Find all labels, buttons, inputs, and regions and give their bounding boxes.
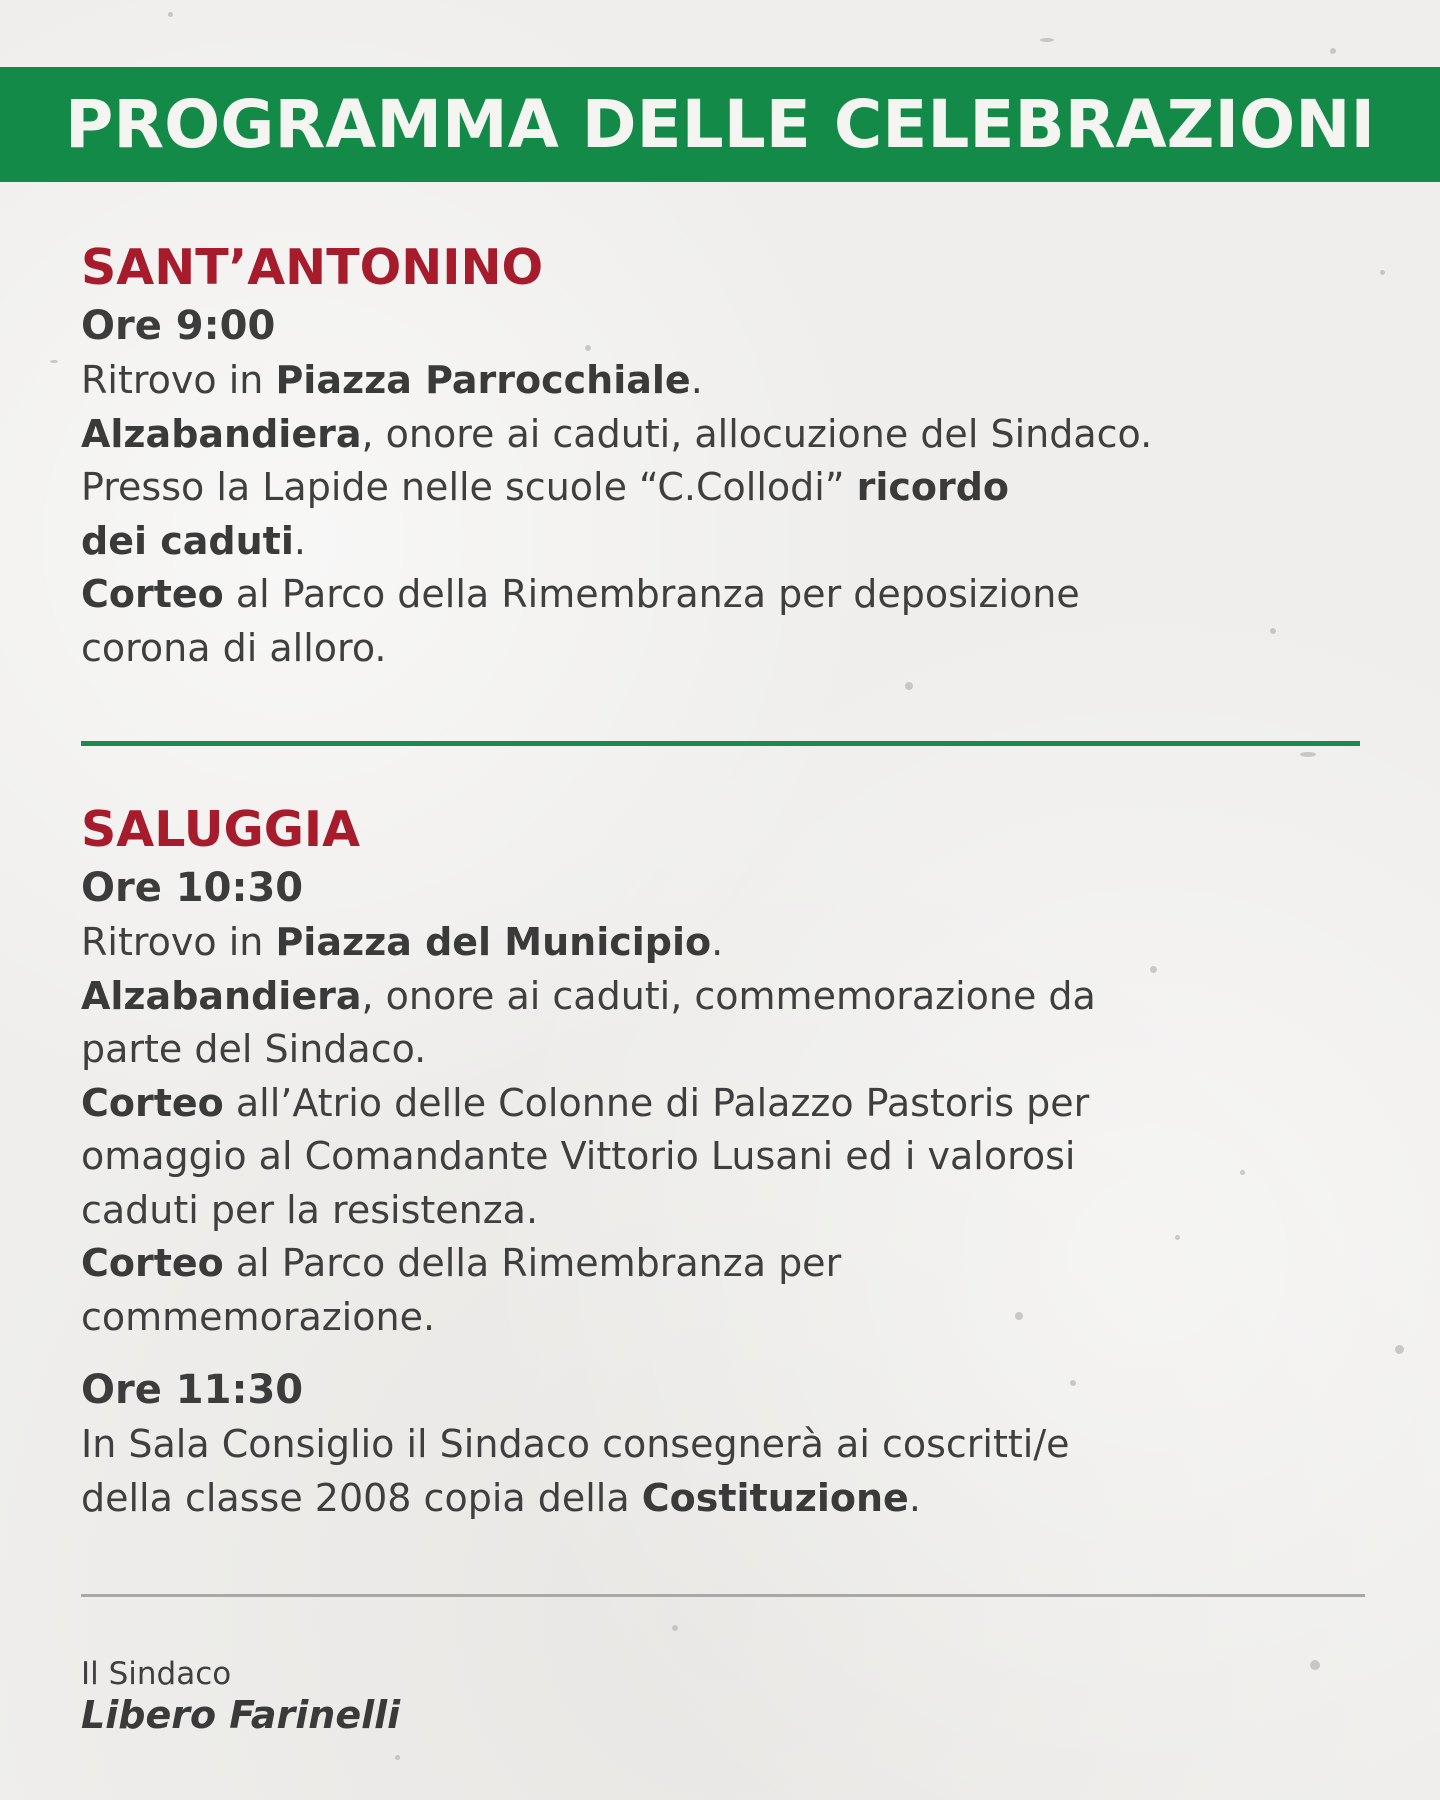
body-text: all’Atrio delle Colonne di Palazzo Pastoris per (223, 1080, 1090, 1125)
body-text: In Sala Consiglio il Sindaco consegnerà ai coscritti/e (81, 1422, 1070, 1466)
body-text: commemorazione. (81, 1294, 436, 1339)
emphasis-text: Piazza del Municipio (275, 920, 712, 964)
body-text: , onore ai caduti, commemorazione da (361, 973, 1096, 1018)
page-title: PROGRAMMA DELLE CELEBRAZIONI (64, 86, 1375, 163)
event-time: Ore 10:30 (81, 865, 304, 911)
body-text: . (908, 1475, 921, 1520)
body-text: Presso la Lapide nelle scuole “C.Collodi” (81, 465, 857, 509)
body-text: . (690, 358, 703, 402)
emphasis-text: Piazza Parrocchiale (275, 358, 691, 402)
event-text-line (81, 515, 1381, 569)
event-text-line (81, 916, 1381, 970)
emphasis-text: Corteo (81, 1241, 224, 1285)
emphasis-text: Corteo (81, 572, 224, 616)
footer-divider (81, 1594, 1365, 1597)
event-text-line (81, 622, 1381, 676)
event-time: Ore 9:00 (81, 303, 276, 349)
event-text-line (81, 354, 1381, 408)
event-text-line (81, 1184, 1381, 1238)
emphasis-text: ricordo (856, 465, 1010, 509)
title-banner (0, 67, 1440, 182)
body-text: corona di alloro. (81, 625, 387, 670)
body-text: Ritrovo in (81, 358, 276, 402)
event-text-line (81, 970, 1381, 1024)
event-text-line (81, 1023, 1381, 1077)
emphasis-text: Costituzione (641, 1475, 909, 1520)
event-text-line (81, 1130, 1381, 1184)
event-text-line (81, 1472, 1381, 1526)
event-text-line (81, 408, 1381, 462)
event-time: Ore 11:30 (81, 1367, 304, 1413)
body-text: . (293, 518, 306, 563)
emphasis-text: Alzabandiera (81, 411, 362, 456)
body-text: , onore ai caduti, allocuzione del Sindaco. (361, 411, 1153, 456)
signature-name: Libero Farinelli (81, 1693, 401, 1737)
event-text-line (81, 1237, 1381, 1291)
section-title: SALUGGIA (81, 801, 361, 858)
body-text: caduti per la resistenza. (81, 1187, 539, 1232)
event-list (81, 298, 1381, 675)
body-text: parte del Sindaco. (81, 1027, 427, 1071)
event-list (81, 860, 1381, 1525)
event-block (81, 860, 1381, 1344)
signature-role: Il Sindaco (81, 1656, 232, 1692)
event-text-line (81, 1291, 1381, 1345)
event-block (81, 1362, 1381, 1525)
body-text: della classe 2008 copia della (81, 1475, 642, 1520)
event-text-line (81, 1077, 1381, 1131)
event-text-line (81, 1418, 1381, 1472)
section-saluggia (81, 800, 1381, 1525)
emphasis-text: Corteo (81, 1080, 224, 1125)
emphasis-text: Alzabandiera (81, 973, 362, 1018)
section-sant-antonino (81, 238, 1381, 675)
body-text: al Parco della Rimembranza per deposizione (223, 572, 1080, 616)
emphasis-text: dei caduti (81, 518, 294, 563)
signature-block (81, 1655, 400, 1737)
event-text-line (81, 568, 1381, 622)
body-text: al Parco della Rimembranza per (223, 1241, 842, 1285)
body-text: . (711, 920, 724, 964)
section-title: SANT’ANTONINO (81, 239, 544, 296)
event-text-line (81, 461, 1381, 515)
section-divider (81, 741, 1360, 746)
body-text: omaggio al Comandante Vittorio Lusani ed i valorosi (81, 1134, 1076, 1178)
event-block (81, 298, 1381, 675)
body-text: Ritrovo in (81, 920, 276, 964)
